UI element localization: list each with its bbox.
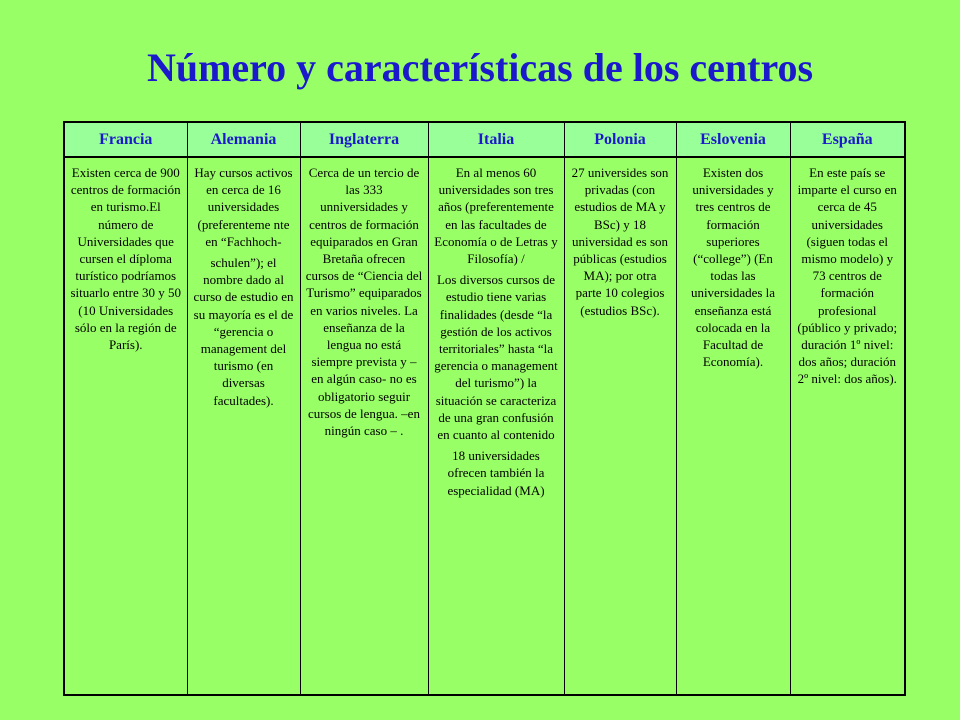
cell-polonia	[564, 157, 676, 694]
cell-alemania	[187, 157, 300, 694]
column-header-eslovenia: Eslovenia	[676, 123, 790, 157]
cell-italia	[428, 157, 564, 694]
comparison-table	[63, 121, 906, 696]
cell-espana	[790, 157, 904, 694]
cell-text: schulen”); el nombre dado al curso de estudio en su mayoría es el de “gerencia o management del turismo (en diversas facultades).	[193, 255, 294, 408]
column-header-alemania: Alemania	[187, 123, 300, 157]
cell-inglaterra	[300, 157, 428, 694]
slide-title: Número y características de los centros	[146, 45, 814, 90]
cell-text: 18 universidades ofrecen también la especialidad (MA)	[447, 448, 545, 498]
cell-francia	[65, 157, 187, 694]
table-row	[65, 157, 904, 694]
cell-text: En al menos 60 universidades son tres años (preferentemente en las facultades de Economía o de Letras y Filosofía) /	[434, 165, 558, 267]
cell-text: 27 universides son privadas (con estudios de MA y BSc) y 18 universidad es son públicas (estudios MA); por otra parte 10 colegios (estudios BSc).	[571, 165, 669, 318]
cell-text: Los diversos cursos de estudio tiene varias finalidades (desde “la gestión de los activos territoriales” hasta “la gerencia o management del turismo”) la situación se caracteriza de una gran confusión en cuanto al contenido	[434, 272, 558, 443]
column-header-espana: España	[790, 123, 904, 157]
cell-text: Hay cursos activos en cerca de 16 universidades (preferenteme nte en “Fachhoch-	[194, 165, 293, 249]
column-header-francia: Francia	[65, 123, 187, 157]
column-header-italia: Italia	[428, 123, 564, 157]
cell-text: Existen cerca de 900 centros de formación en turismo.El número de Universidades que cursen el díploma turístico podríamos situarlo entre 30 y 50 (10 Universidades sólo en la región de París).	[70, 165, 181, 353]
header-row	[65, 123, 904, 157]
cell-text: Cerca de un tercio de las 333 unniversidades y centros de formación equiparados en Gran Bretaña ofrecen cursos de “Ciencia del Turismo” equiparados en varios niveles. La enseñanza de la lengua no está siempre prevista y – en algún caso- no es obligatorio seguir cursos de lengua. –en ningún caso – .	[305, 165, 423, 439]
cell-eslovenia	[676, 157, 790, 694]
cell-text: Existen dos universidades y tres centros de formación superiores (“college”) (En todas las universidades la enseñanza está colocada en la Facultad de Economía).	[690, 165, 776, 370]
cell-text: En este país se imparte el curso en cerca de 45 universidades (siguen todas el mismo modelo) y 73 centros de formación profesional (público y privado; duración 1º nivel: dos años; duración 2º nivel: dos años).	[797, 165, 898, 387]
column-header-inglaterra: Inglaterra	[300, 123, 428, 157]
column-header-polonia: Polonia	[564, 123, 676, 157]
